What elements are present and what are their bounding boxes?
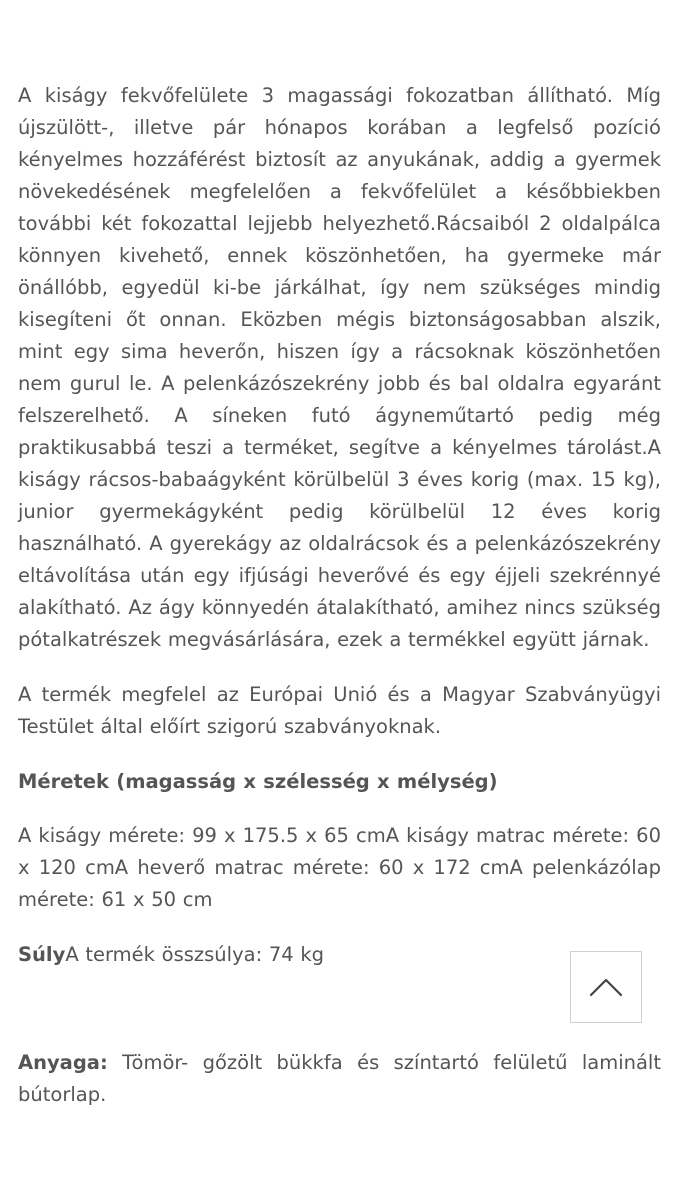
material-paragraph [18,1047,661,1111]
description-paragraph: A kiságy fekvőfelülete 3 magassági fokozatban állítható. Míg újszülött-, illetve pár hónapos korában a legfelső pozíció kényelmes hozzáférést biztosít az anyukának, addig a gyermek növekedésének megfelelően a fekvőfelület a későbbiekben további két fokozattal lejjebb helyezhető.Rácsaiból 2 oldalpálca könnyen kivehető, ennek köszönhetően, ha gyermeke már önállóbb, egyedül ki-be járkálhat, így nem szükséges mindig kisegíteni őt onnan. Eközben mégis biztonságosabban alszik, mint egy sima heverőn, hiszen így a rácsoknak köszönhetően nem gurul le. A pelenkázószekrény jobb és bal oldalra egyaránt felszerelhető. A síneken futó ágyneműtartó pedig még praktikusabbá teszi a terméket, segítve a kényelmes tárolást.A kiságy rácsos-babaágyként körülbelül 3 éves korig (max. 15 kg), junior gyermekágyként pedig körülbelül 12 éves korig használható. A gyerekágy az oldalrácsok és a pelenkázószekrény eltávolítása után egy ifjúsági heverővé és egy éjjeli szekrénnyé alakítható. Az ágy könnyedén átalakítható, amihez nincs szükség pótalkatrészek megvásárlására, ezek a termékkel együtt járnak. [18,84,661,651]
weight-label: Súly [18,943,66,966]
scroll-to-top-button[interactable] [570,951,642,1023]
material-label: Anyaga: [18,1051,108,1074]
weight-value: A termék összsúlya: 74 kg [65,943,325,966]
material-value: Tömör- gőzölt bükkfa és színtartó felületű laminált bútorlap. [18,1051,661,1106]
dimensions-paragraph: A kiságy mérete: 99 x 175.5 x 65 cmA kiságy matrac mérete: 60 x 120 cmA heverő matrac mérete: 60 x 172 cmA pelenkázólap mérete: 61 x 50 cm [18,824,661,911]
chevron-up-icon [589,977,623,997]
eu-compliance-paragraph: A termék megfelel az Európai Unió és a Magyar Szabványügyi Testület által előírt szigorú szabványoknak. [18,683,661,738]
dimensions-heading: Méretek (magasság x szélesség x mélység) [18,770,498,793]
weight-paragraph [18,939,661,971]
product-description [18,80,661,1111]
